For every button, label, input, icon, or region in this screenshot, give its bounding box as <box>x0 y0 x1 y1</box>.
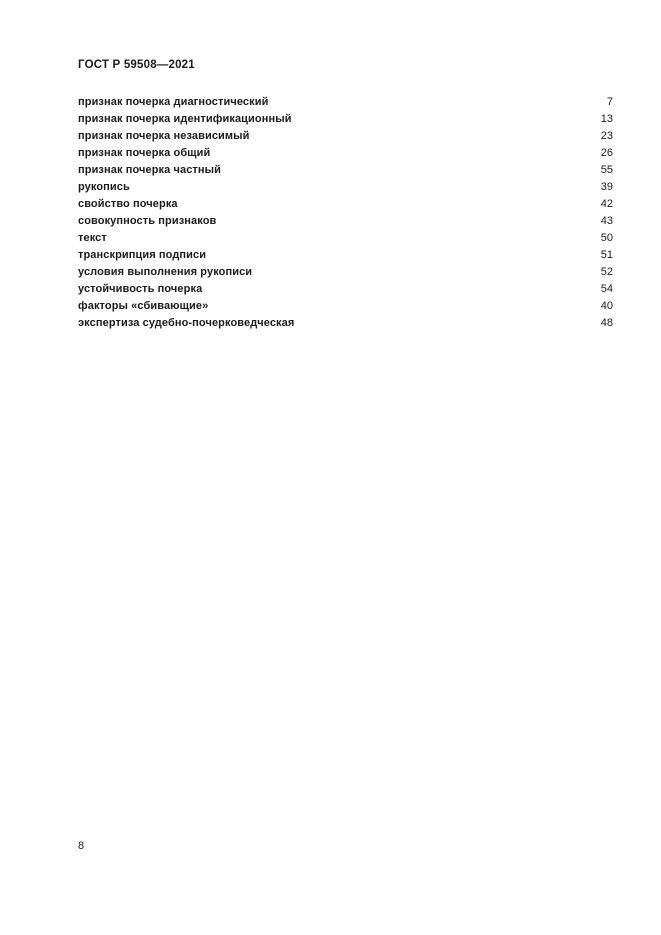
document-header: ГОСТ Р 59508—2021 <box>78 59 195 71</box>
index-entry <box>78 179 613 196</box>
index-entry <box>78 145 613 162</box>
index-entry <box>78 213 613 230</box>
index-page-number: 52 <box>600 266 613 278</box>
index-page-number: 7 <box>606 96 613 108</box>
index-term: факторы «сбивающие» <box>78 300 209 312</box>
index-page-number: 55 <box>600 164 613 176</box>
index-page-number: 40 <box>600 300 613 312</box>
index-page-number: 13 <box>600 113 613 125</box>
index-page-number: 26 <box>600 147 613 159</box>
index-list <box>78 94 613 332</box>
index-page-number: 51 <box>600 249 613 261</box>
index-entry <box>78 94 613 111</box>
index-page-number: 54 <box>600 283 613 295</box>
index-entry <box>78 230 613 247</box>
index-term: свойство почерка <box>78 198 178 210</box>
index-term: совокупность признаков <box>78 215 217 227</box>
index-entry <box>78 128 613 145</box>
index-page-number: 23 <box>600 130 613 142</box>
index-page-number: 50 <box>600 232 613 244</box>
index-entry <box>78 298 613 315</box>
index-term: устойчивость почерка <box>78 283 203 295</box>
index-entry <box>78 315 613 332</box>
index-term: рукопись <box>78 181 130 193</box>
page-number: 8 <box>78 840 85 852</box>
index-term: признак почерка диагностический <box>78 96 269 108</box>
index-entry <box>78 264 613 281</box>
index-entry <box>78 162 613 179</box>
index-page-number: 42 <box>600 198 613 210</box>
index-term: признак почерка частный <box>78 164 222 176</box>
index-term: признак почерка независимый <box>78 130 250 142</box>
index-entry <box>78 111 613 128</box>
index-term: экспертиза судебно-почерковедческая <box>78 317 295 329</box>
index-entry <box>78 196 613 213</box>
index-page-number: 48 <box>600 317 613 329</box>
index-term: признак почерка идентификационный <box>78 113 292 125</box>
index-term: условия выполнения рукописи <box>78 266 253 278</box>
index-entry <box>78 281 613 298</box>
index-term: транскрипция подписи <box>78 249 207 261</box>
index-page-number: 39 <box>600 181 613 193</box>
index-term: текст <box>78 232 107 244</box>
index-page-number: 43 <box>600 215 613 227</box>
index-entry <box>78 247 613 264</box>
index-term: признак почерка общий <box>78 147 211 159</box>
